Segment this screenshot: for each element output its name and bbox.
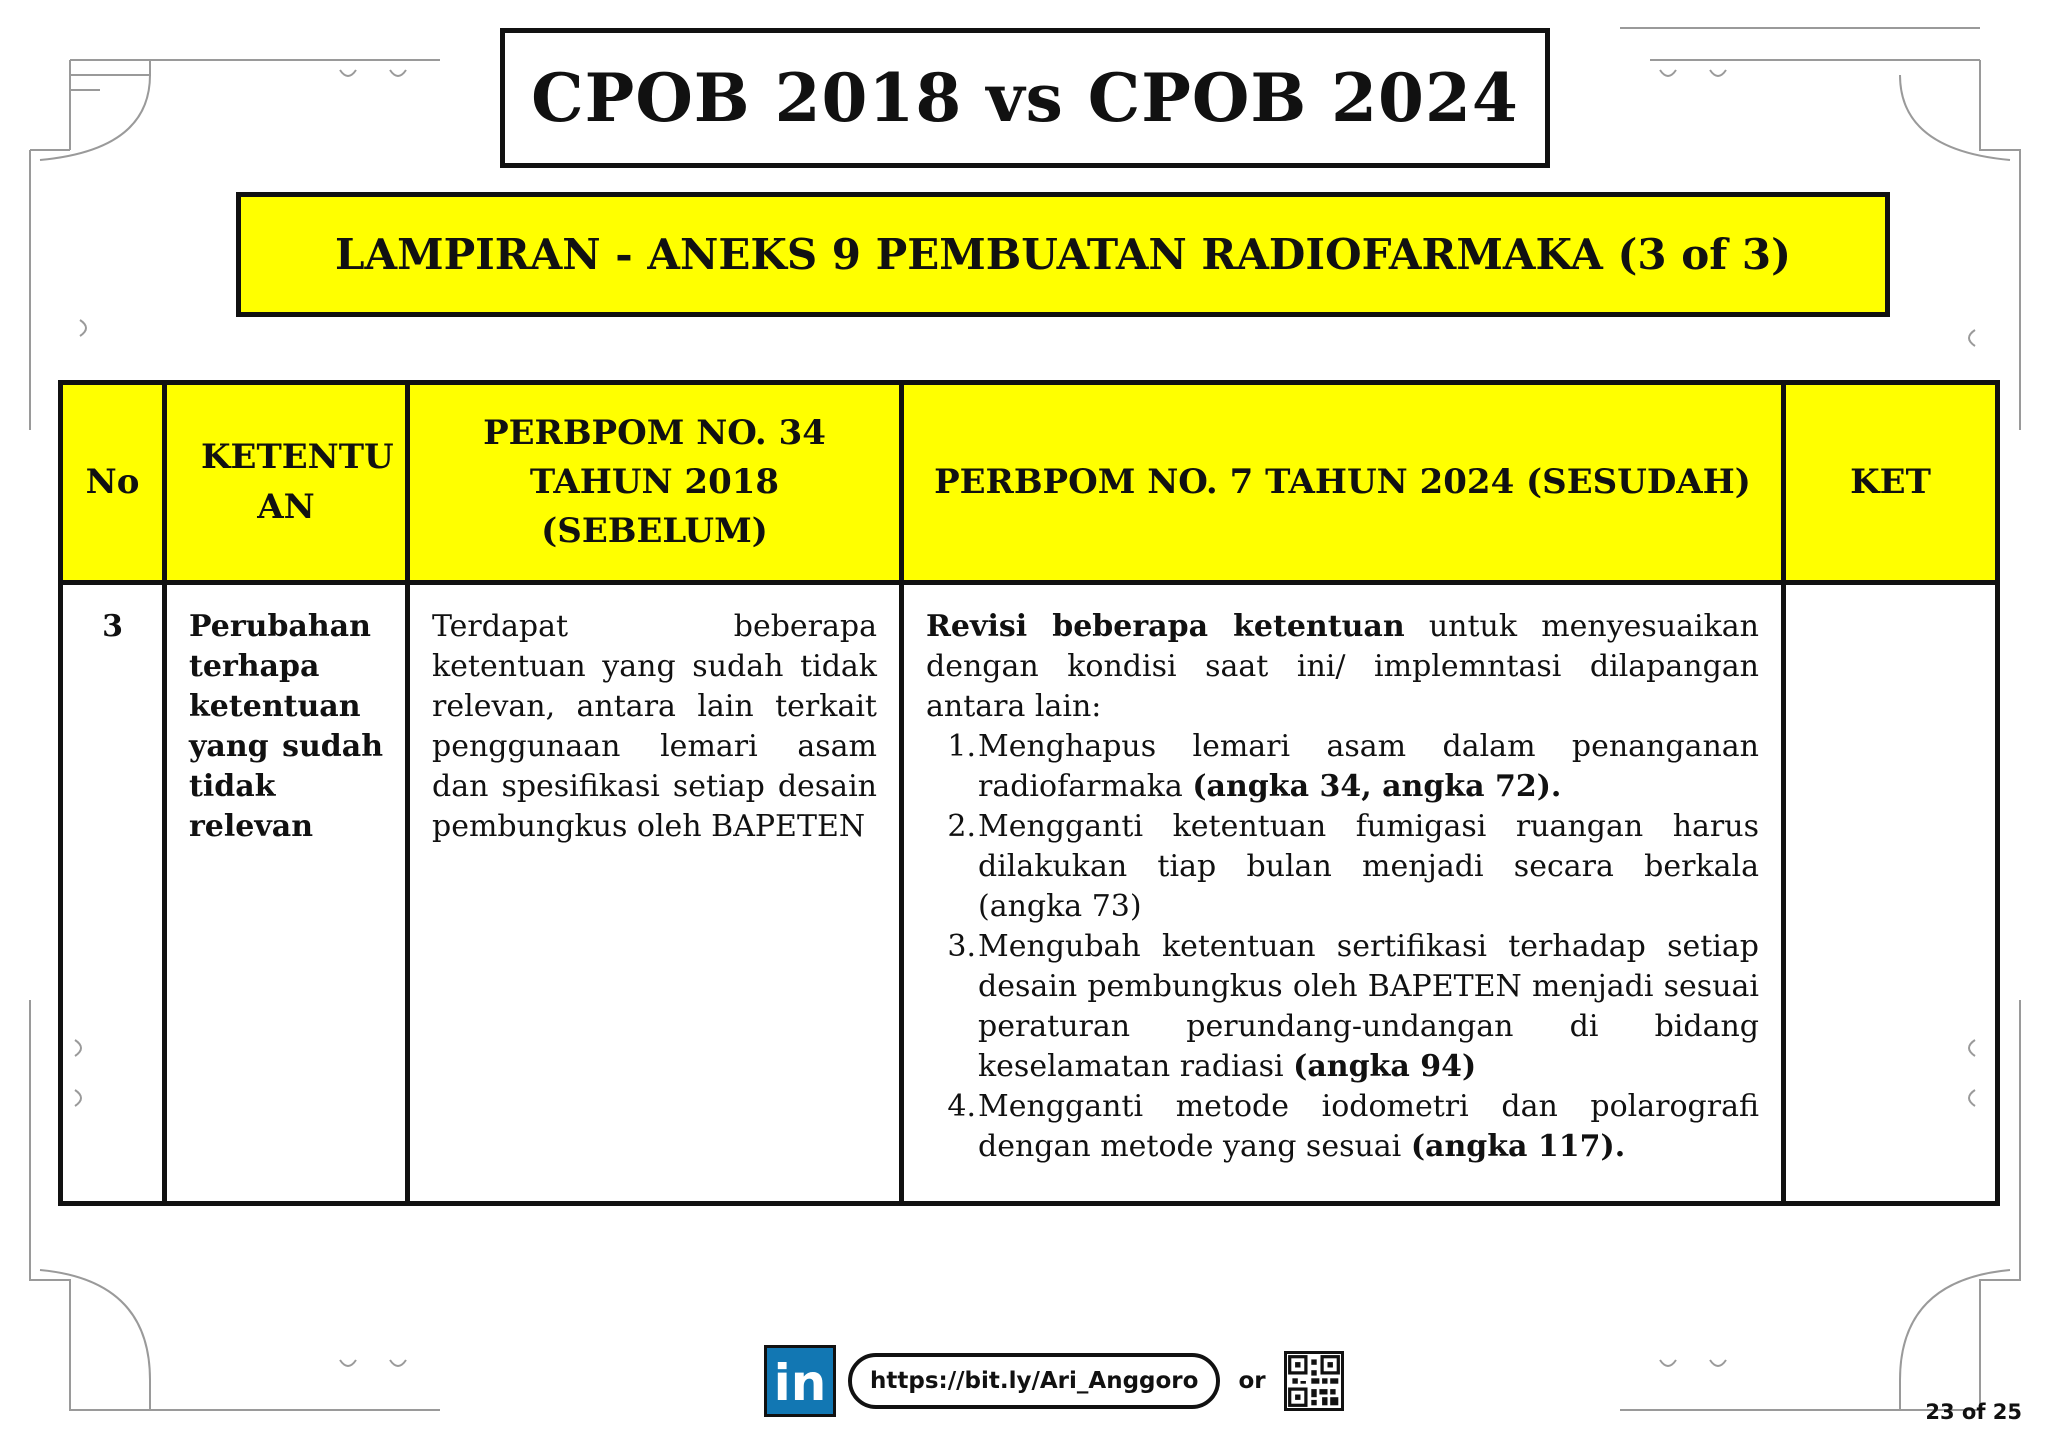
list-item-text: Menghapus lemari asam dalam penanganan radiofarmaka xyxy=(978,729,1759,804)
header-ketentuan xyxy=(165,383,408,583)
list-item-number: 4. xyxy=(947,1089,976,1124)
list-item-text: Mengganti ketentuan fumigasi ruangan harus dilakukan tiap bulan menjadi secara berkala (angka 73) xyxy=(978,809,1759,924)
cell-no: 3 xyxy=(61,583,165,1204)
header-old xyxy=(408,383,902,583)
page-title: CPOB 2018 vs CPOB 2024 xyxy=(531,59,1519,137)
list-item-number: 1. xyxy=(947,729,976,764)
new-intro-bold: Revisi beberapa ketentuan xyxy=(926,609,1405,644)
new-intro-rest: untuk menyesuaikan dengan kondisi saat ini/ implemntasi dilapangan antara lain: xyxy=(926,609,1759,724)
list-item-text: Mengganti metode iodometri dan polarografi dengan metode yang sesuai xyxy=(978,1089,1759,1164)
comparison-table xyxy=(58,380,2000,1206)
list-item xyxy=(926,1087,1759,1167)
or-text: or xyxy=(1238,1368,1266,1394)
list-item xyxy=(926,807,1759,927)
linkedin-icon[interactable]: in xyxy=(764,1345,836,1417)
title-box xyxy=(500,28,1550,168)
list-item-number: 3. xyxy=(947,929,976,964)
list-item xyxy=(926,727,1759,807)
list-item-number: 2. xyxy=(947,809,976,844)
list-item-text: Mengubah ketentuan sertifikasi terhadap setiap desain pembungkus oleh BAPETEN menjadi sesuai peraturan perundang-undangan di bidang keselamatan radiasi xyxy=(978,929,1759,1084)
header-no: No xyxy=(61,383,165,583)
list-item-ref: (angka 94) xyxy=(1293,1049,1477,1084)
new-intro xyxy=(926,607,1759,727)
page-subtitle: LAMPIRAN - ANEKS 9 PEMBUATAN RADIOFARMAKA (3 of 3) xyxy=(334,230,1792,279)
header-ket: KET xyxy=(1784,383,1998,583)
subtitle-box xyxy=(236,192,1890,317)
header-ketentuan-text: KETENTU AN xyxy=(201,437,394,527)
cell-old: Terdapat beberapa ketentuan yang sudah tidak relevan, antara lain terkait penggunaan lemari asam dan spesifikasi setiap desain pembungkus oleh BAPETEN xyxy=(408,583,902,1204)
header-new: PERBPOM NO. 7 TAHUN 2024 (SESUDAH) xyxy=(902,383,1784,583)
header-old-text: PERBPOM NO. 34 TAHUN 2018 (SEBELUM) xyxy=(483,412,826,552)
profile-link[interactable]: https://bit.ly/Ari_Anggoro xyxy=(848,1353,1220,1409)
page-number: 23 of 25 xyxy=(1925,1400,2022,1424)
table-header-row xyxy=(61,383,1998,583)
qr-code-icon[interactable] xyxy=(1284,1351,1344,1411)
cell-ketentuan: Perubahan terhapa ketentuan yang sudah tidak relevan xyxy=(165,583,408,1204)
cell-ket xyxy=(1784,583,1998,1204)
list-item-ref: (angka 34, angka 72). xyxy=(1192,769,1562,804)
list-item xyxy=(926,927,1759,1087)
list-item-ref: (angka 117). xyxy=(1410,1129,1626,1164)
revision-list xyxy=(926,727,1759,1167)
footer xyxy=(764,1345,1344,1417)
cell-new xyxy=(902,583,1784,1204)
table-row xyxy=(61,583,1998,1204)
